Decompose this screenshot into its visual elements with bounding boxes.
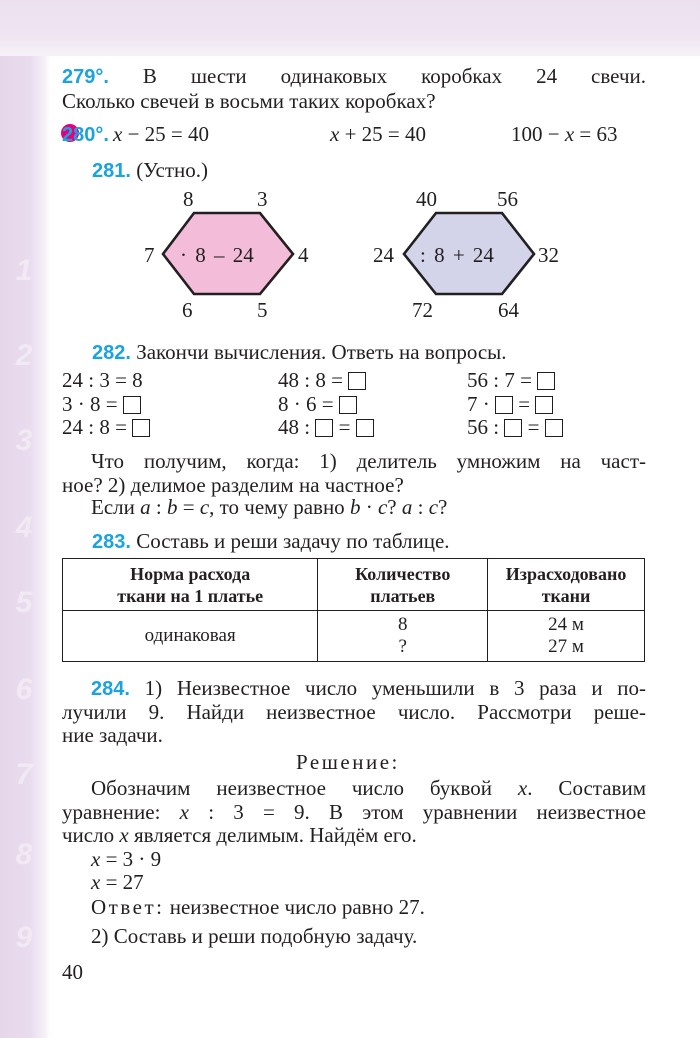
answer-box[interactable] bbox=[315, 419, 333, 437]
hex2-expression: : 8 + 24 bbox=[420, 243, 494, 267]
hex1-top-right: 3 bbox=[257, 187, 268, 211]
table-row bbox=[63, 611, 645, 662]
side-tab-3: 3 bbox=[15, 424, 33, 457]
table-header-row bbox=[63, 559, 645, 611]
solution-line2: уравнение: x : 3 = 9. В этом уравнении неизвестное bbox=[62, 800, 646, 824]
answer-box[interactable] bbox=[504, 419, 522, 437]
calc-7-times-box: 7 · = bbox=[467, 391, 553, 417]
exercise-279-line1: 279°. В шести одинаковых коробках 24 свечи. bbox=[62, 64, 646, 88]
column-header-used: Израсходовано ткани bbox=[488, 559, 645, 611]
answer-box[interactable] bbox=[132, 419, 150, 437]
side-tab-1: 1 bbox=[15, 254, 33, 287]
hex1-bottom-right: 5 bbox=[257, 298, 268, 322]
cell-used: 24 м 27 м bbox=[488, 611, 645, 662]
answer-box[interactable] bbox=[356, 419, 374, 437]
exercise-number: 282. bbox=[92, 342, 131, 364]
hex2-bottom-right: 64 bbox=[498, 298, 519, 322]
hex2-bottom-left: 72 bbox=[412, 298, 433, 322]
equation-2: x + 25 = 40 bbox=[330, 122, 427, 146]
answer-box[interactable] bbox=[495, 396, 513, 414]
answer-box[interactable] bbox=[545, 419, 563, 437]
calc-3-times-8: 3 · 8 = bbox=[62, 391, 141, 417]
answer-box[interactable] bbox=[537, 372, 555, 390]
cell-count: 8 ? bbox=[318, 611, 488, 662]
calc-step-1: x = 3 · 9 bbox=[91, 847, 162, 871]
side-tab-2: 2 bbox=[15, 339, 33, 372]
column-header-norm: Норма расхода ткани на 1 платье bbox=[63, 559, 318, 611]
exercise-number: 279°. bbox=[62, 66, 109, 88]
solution-line3: число x является делимым. Найдём его. bbox=[62, 823, 417, 847]
side-tab-8: 8 bbox=[15, 838, 33, 871]
hex2-right: 32 bbox=[538, 243, 559, 267]
calc-8-times-6: 8 · 6 = bbox=[278, 391, 357, 417]
exercise-284-line1: 284. 1) Неизвестное число уменьшили в 3 раза и по- bbox=[91, 676, 646, 700]
exercise-number: 281. bbox=[92, 160, 131, 182]
exercise-number: 280°. bbox=[62, 124, 109, 146]
side-tab-5: 5 bbox=[15, 586, 33, 619]
exercise-282-header: 282. Закончи вычисления. Ответь на вопросы. bbox=[92, 340, 507, 364]
exercise-number: 283. bbox=[92, 531, 131, 553]
hex1-top-left: 8 bbox=[183, 187, 194, 211]
question-line1: Что получим, когда: 1) делитель умножим на част- bbox=[91, 449, 646, 473]
calc-48-div-box: 48 : = bbox=[278, 414, 374, 440]
side-tab-6: 6 bbox=[15, 673, 33, 706]
exercise-284-line2: лучили 9. Найди неизвестное число. Рассмотри реше- bbox=[62, 700, 646, 724]
calc-56-div-box: 56 : = bbox=[467, 414, 563, 440]
hex1-right: 4 bbox=[298, 243, 309, 267]
hexagon-diagrams bbox=[0, 0, 700, 340]
calc-24-div-8: 24 : 8 = bbox=[62, 414, 150, 440]
hex2-top-left: 40 bbox=[416, 187, 437, 211]
exercise-284-part2: 2) Составь и реши подобную задачу. bbox=[91, 924, 418, 948]
calc-step-2: x = 27 bbox=[91, 870, 144, 894]
question-line3: Если a : b = c, то чему равно b · c? a : c? bbox=[91, 495, 448, 519]
side-tab-7: 7 bbox=[15, 758, 33, 791]
exercise-279-line2: Сколько свечей в восьми таких коробках? bbox=[62, 89, 436, 113]
equation-3: 100 − x = 63 bbox=[511, 122, 618, 146]
hex1-bottom-left: 6 bbox=[182, 298, 193, 322]
answer-box[interactable] bbox=[339, 396, 357, 414]
hex2-left: 24 bbox=[373, 243, 394, 267]
calc-48-div-8: 48 : 8 = bbox=[278, 367, 366, 393]
hex1-left: 7 bbox=[144, 243, 155, 267]
side-tab-9: 9 bbox=[15, 921, 33, 954]
calc-56-div-7: 56 : 7 = bbox=[467, 367, 555, 393]
exercise-284-line3: ние задачи. bbox=[62, 723, 163, 747]
hex2-top-right: 56 bbox=[497, 187, 518, 211]
cell-norm: одинаковая bbox=[63, 611, 318, 662]
exercise-283-header: 283. Составь и реши задачу по таблице. bbox=[92, 529, 450, 553]
solution-title: Решение: bbox=[296, 750, 400, 774]
question-line2: ное? 2) делимое разделим на частное? bbox=[62, 473, 404, 497]
solution-line1: Обозначим неизвестное число буквой x. Составим bbox=[91, 776, 646, 800]
answer-box[interactable] bbox=[348, 372, 366, 390]
side-tab-4: 4 bbox=[15, 511, 33, 544]
equation-1: x − 25 = 40 bbox=[113, 122, 210, 146]
fabric-usage-table bbox=[62, 558, 645, 662]
answer-box[interactable] bbox=[123, 396, 141, 414]
answer-box[interactable] bbox=[535, 396, 553, 414]
column-header-count: Количество платьев bbox=[318, 559, 488, 611]
exercise-number: 284. bbox=[91, 678, 130, 700]
exercise-281-header: 281. (Устно.) bbox=[92, 158, 209, 182]
page-number: 40 bbox=[62, 960, 83, 984]
answer-line: Ответ: неизвестное число равно 27. bbox=[91, 895, 425, 919]
calc-24-div-3: 24 : 3 = 8 bbox=[62, 368, 143, 392]
hex1-expression: · 8 – 24 bbox=[180, 243, 254, 267]
